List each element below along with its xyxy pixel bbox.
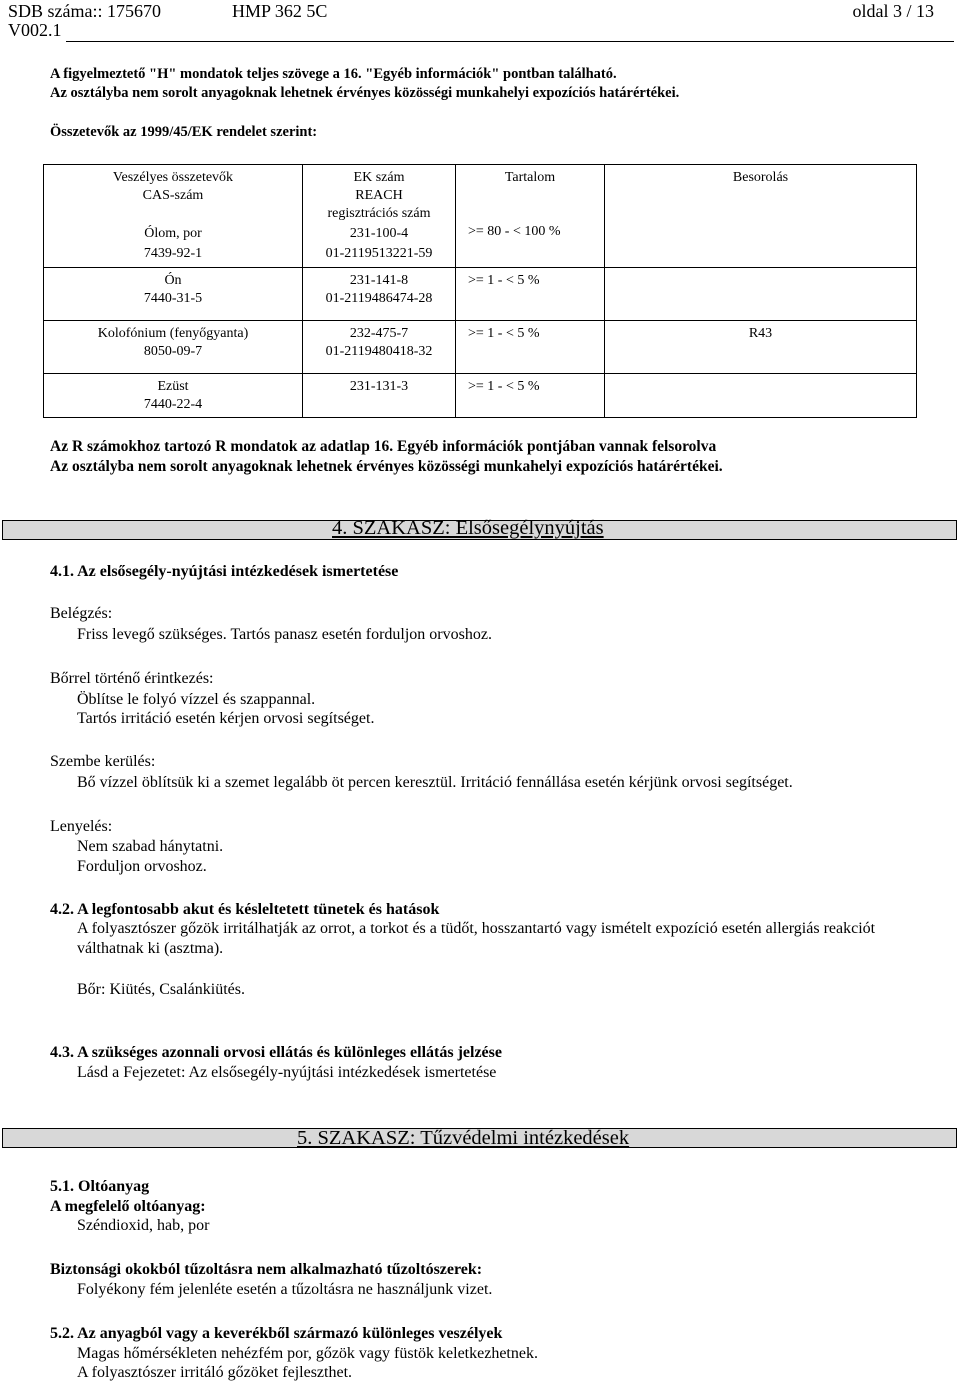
page-header [0, 0, 960, 44]
table-row [44, 268, 917, 321]
component-ek: 232-475-7 [349, 326, 409, 341]
header-content: Tartalom [504, 170, 556, 185]
subsection-5-2: 5.2. Az anyagból vagy a keverékből származó különleges veszélyek [50, 1325, 503, 1342]
component-classification: R43 [748, 326, 773, 341]
component-cas: 8050-09-7 [143, 344, 203, 359]
component-name: Ólom, por [144, 226, 202, 241]
inhalation-text: Friss levegő szükséges. Tartós panasz esetén forduljon orvoshoz. [77, 626, 492, 643]
component-cas: 7440-22-4 [143, 397, 203, 412]
subsection-5-1: 5.1. Oltóanyag [50, 1178, 150, 1195]
component-ek: 231-100-4 [349, 226, 409, 241]
header-ek: EK szám [353, 170, 405, 185]
intro-line-1: A figyelmeztető "H" mondatok teljes szövege a 16. "Egyéb információk" pontban található. [50, 66, 617, 82]
component-reach: 01-2119480418-32 [325, 344, 433, 359]
unsuitable-media-text: Folyékony fém jelenléte esetén a tűzoltásra ne használjunk vizet. [77, 1281, 493, 1298]
eye-label: Szembe kerülés: [50, 753, 156, 770]
component-content: >= 1 - < 5 % [468, 379, 540, 394]
medical-attention-text: Lásd a Fejezetet: Az elsősegély-nyújtási intézkedések ismertetése [77, 1064, 497, 1081]
section-4-title: 4. SZAKASZ: Elsősegélynyújtás [332, 517, 604, 539]
component-ek: 231-131-3 [349, 379, 409, 394]
ingestion-label: Lenyelés: [50, 818, 113, 835]
component-reach: 01-2119513221-59 [325, 246, 433, 261]
subsection-4-3: 4.3. A szükséges azonnali orvosi ellátás és különleges ellátás jelzése [50, 1044, 502, 1061]
component-content: >= 1 - < 5 % [468, 273, 540, 288]
suitable-media-text: Széndioxid, hab, por [77, 1217, 210, 1234]
component-name: Ón [164, 273, 182, 288]
eye-text: Bő vízzel öblítsük ki a szemet legalább öt percen keresztül. Irritáció fennállása esetén kérjünk orvosi segítséget. [77, 774, 793, 791]
component-content: >= 1 - < 5 % [468, 326, 540, 341]
table-header-row [44, 165, 917, 268]
unsuitable-media-label: Biztonsági okokból tűzoltásra nem alkalmazható tűzoltószerek: [50, 1261, 483, 1278]
component-reach: 01-2119486474-28 [325, 291, 433, 306]
product-name: HMP 362 5C [232, 1, 328, 21]
inhalation-label: Belégzés: [50, 605, 113, 622]
version: V002.1 [8, 20, 62, 40]
page-number: oldal 3 / 13 [852, 1, 934, 21]
composition-table [43, 164, 917, 418]
symptoms-text-3: Bőr: Kiütés, Csalánkiütés. [77, 981, 245, 998]
header-reach: REACH [355, 188, 403, 203]
symptoms-text-1: A folyasztószer gőzök irritálhatják az orrot, a torkot és a tüdőt, hosszantartó vagy ismételt expozíció esetén allergiás reakciót [77, 920, 876, 937]
component-name: Ezüst [157, 379, 189, 394]
section-5-title: 5. SZAKASZ: Tűzvédelmi intézkedések [297, 1127, 630, 1149]
table-row [44, 374, 917, 418]
header-rule [66, 41, 954, 42]
hazards-text-2: A folyasztószer irritáló gőzöket fejleszthet. [77, 1364, 353, 1381]
component-cas: 7439-92-1 [143, 246, 203, 261]
component-ek: 231-141-8 [349, 273, 409, 288]
exposure-note: Az osztályba nem sorolt anyagoknak lehetnek érvényes közösségi munkahelyi expozíciós határértékei. [50, 458, 723, 475]
table-row [44, 321, 917, 374]
subsection-4-2: 4.2. A legfontosabb akut és késleltetett tünetek és hatások [50, 901, 440, 918]
component-name: Kolofónium (fenyőgyanta) [97, 326, 249, 341]
r-phrase-note: Az R számokhoz tartozó R mondatok az adatlap 16. Egyéb információk pontjában vannak felsorolva [50, 438, 717, 455]
subsection-4-1: 4.1. Az elsősegély-nyújtási intézkedések ismertetése [50, 563, 399, 580]
sds-number: SDB száma:: 175670 [8, 1, 161, 21]
header-classification: Besorolás [732, 170, 789, 185]
composition-heading: Összetevők az 1999/45/EK rendelet szerint: [50, 124, 318, 140]
intro-line-2: Az osztályba nem sorolt anyagoknak lehetnek érvényes közösségi munkahelyi expozíciós határértékei. [50, 85, 680, 101]
suitable-media-label: A megfelelő oltóanyag: [50, 1198, 206, 1215]
skin-text-2: Tartós irritáció esetén kérjen orvosi segítséget. [77, 710, 375, 727]
hazards-text-1: Magas hőmérsékleten nehézfém por, gőzök vagy füstök keletkezhetnek. [77, 1345, 538, 1362]
header-reach-reg: regisztrációs szám [327, 206, 431, 221]
component-cas: 7440-31-5 [143, 291, 203, 306]
ingestion-text-1: Nem szabad hánytatni. [77, 838, 224, 855]
header-cas: CAS-szám [142, 188, 204, 203]
component-content: >= 80 - < 100 % [468, 224, 561, 239]
skin-text-1: Öblítse le folyó vízzel és szappannal. [77, 691, 316, 708]
header-hazardous: Veszélyes összetevők [112, 170, 234, 185]
ingestion-text-2: Forduljon orvoshoz. [77, 858, 207, 875]
symptoms-text-2: válthatnak ki (asztma). [77, 940, 224, 957]
skin-label: Bőrrel történő érintkezés: [50, 670, 214, 687]
